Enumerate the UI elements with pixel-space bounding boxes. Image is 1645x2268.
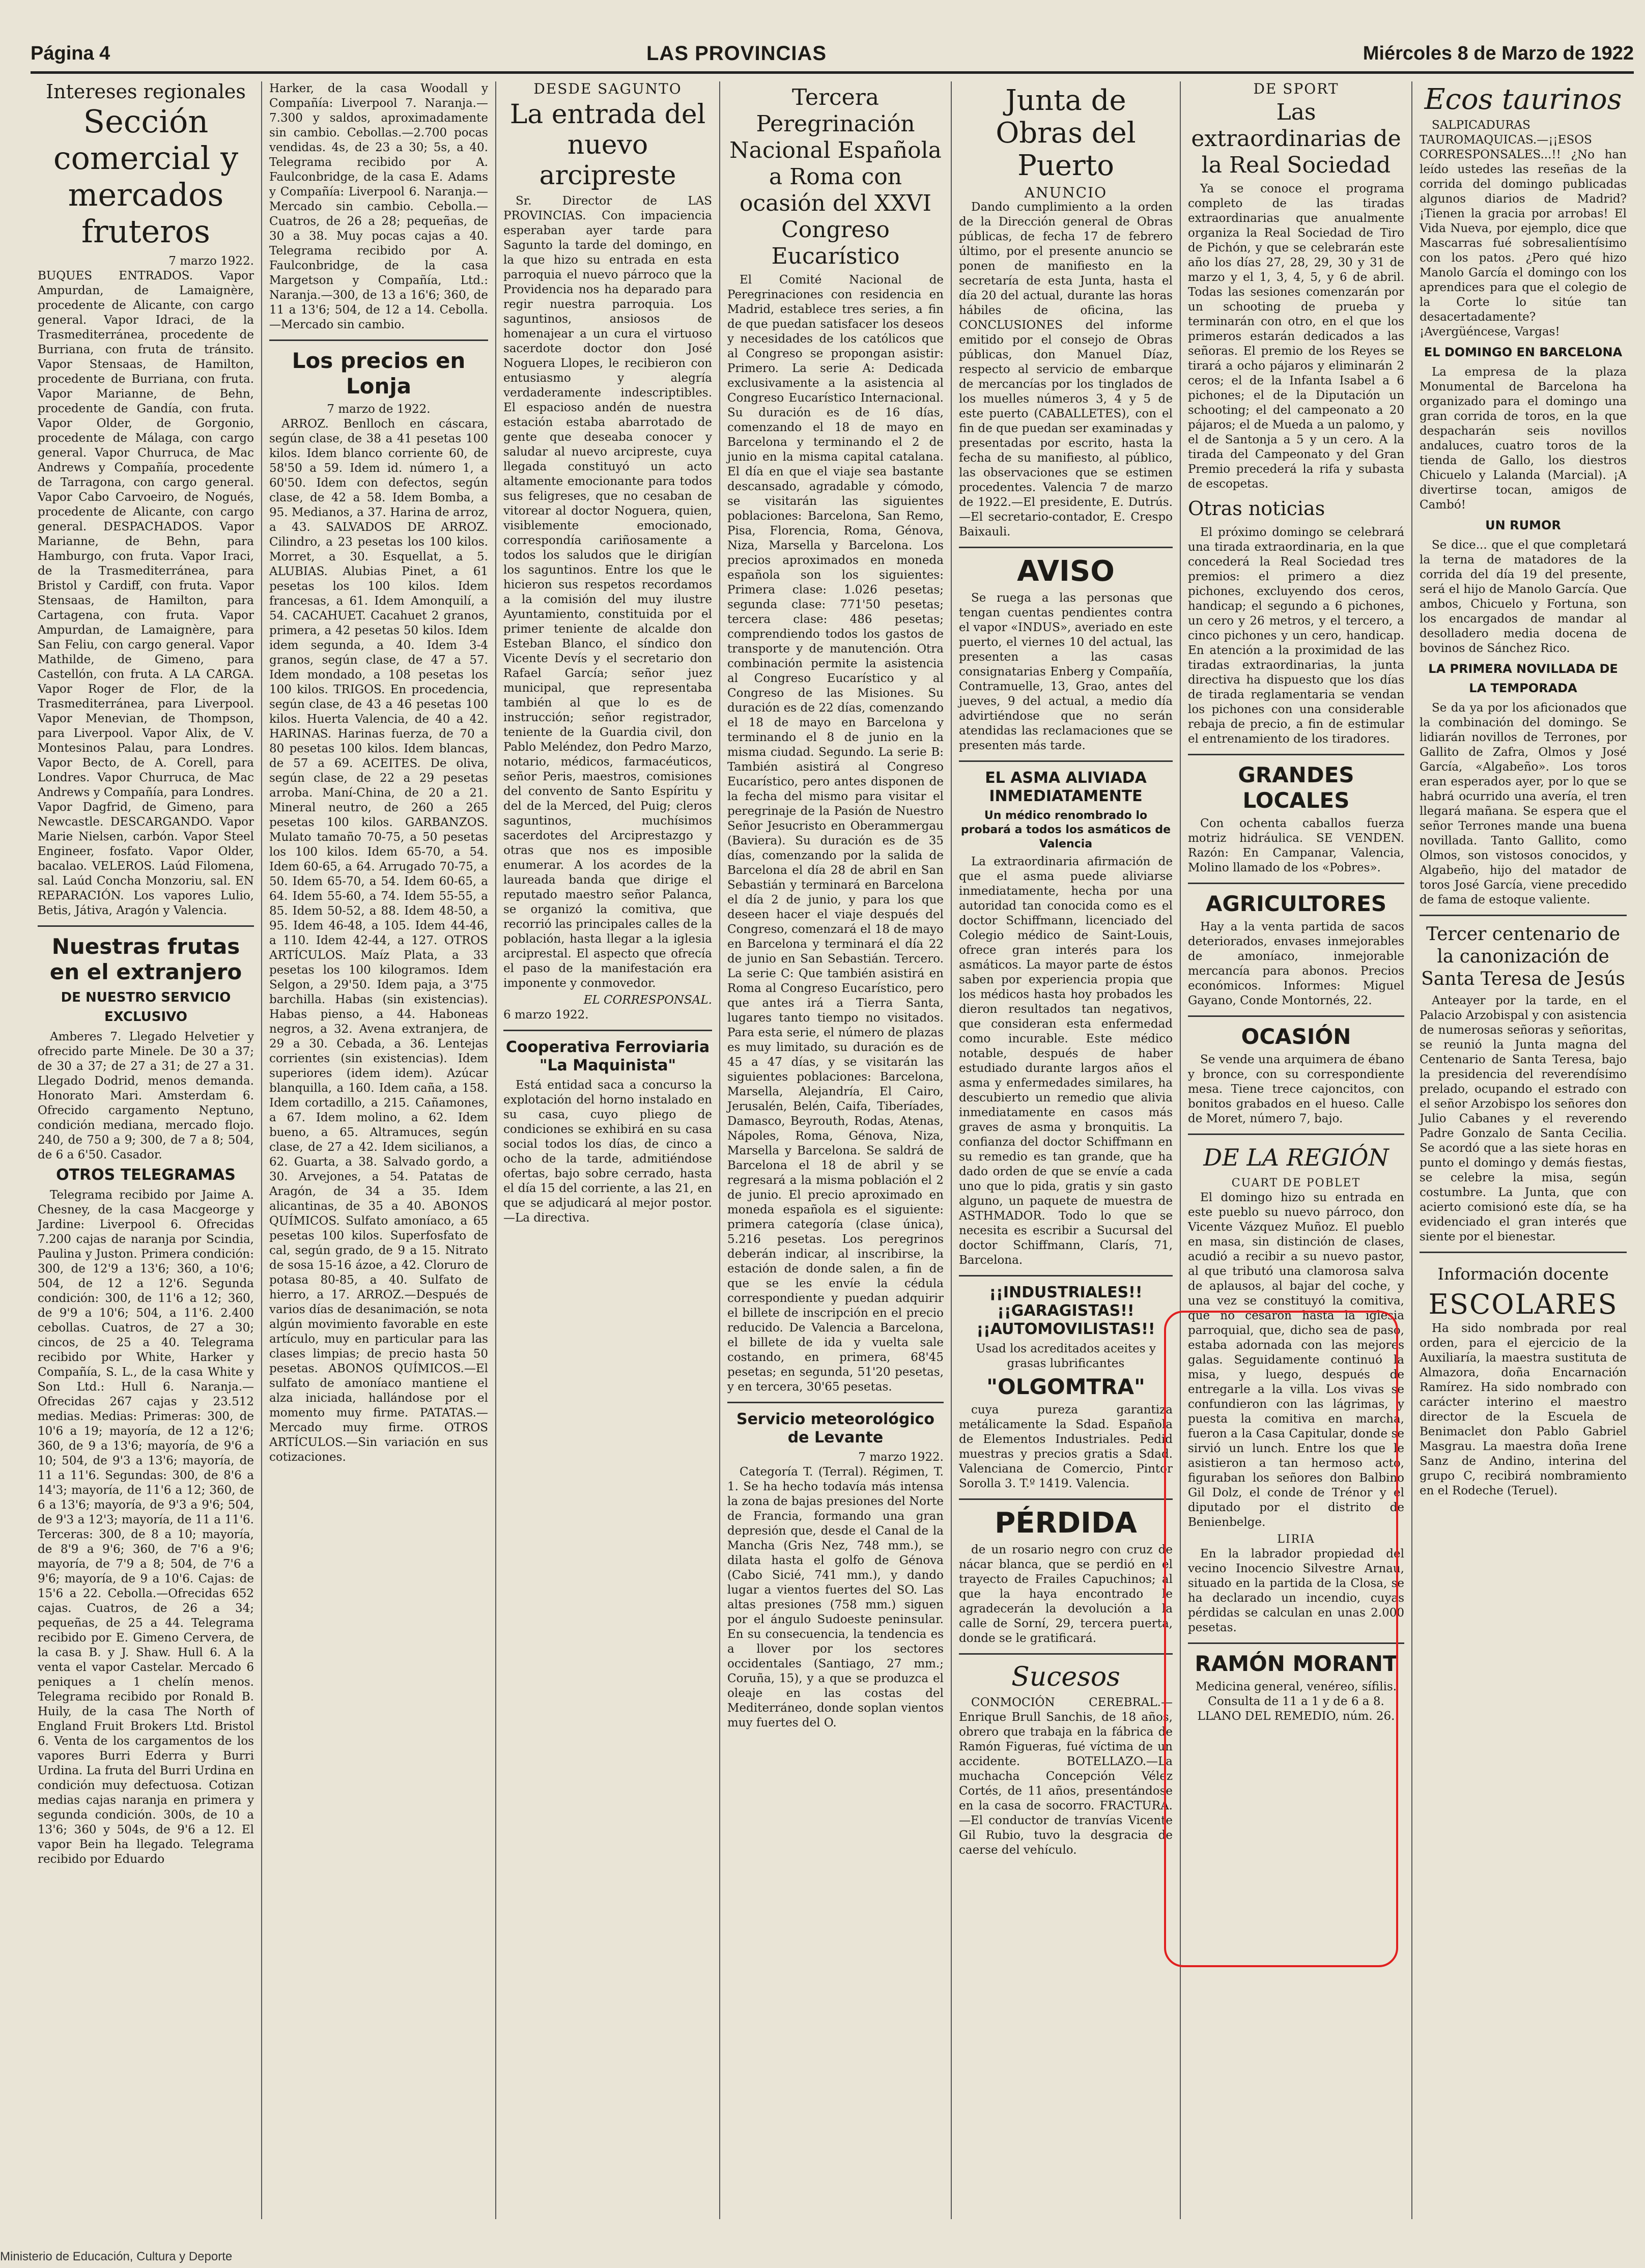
article-body: Se dice... que el que completará la terna de matadores de la corrida del día 19 del presente, será el hijo de Manolo García. Que ambos, Chicuelo y Fortuna, son los encargados de mandar al desolladero media docena de bovinos de Sánchez Rico.: [1420, 538, 1627, 655]
brand-name: "OLGOMTRA": [986, 1374, 1145, 1399]
section-kicker: Intereses regionales: [46, 81, 246, 103]
article-body: Ya se conoce el programa completo de las tiradas extraordinarias que anualmente organiza la Real Sociedad de Tiro de Pichón, y que se celebrarán este año los días 27, 28, 29, 30 y 31 de marzo y el 1, 3, 4, 5, y 6 de abril. Todas las sesiones comenzarán por un schooting de prueba y terminarán con otro, en el que los primeros estarán dedicados a las señoras. El premio de los Reyes se tirará a ocho pájaros y eliminarán 2 ceros; el de la Infanta Isabel a 6 pichones; el de la Diputación un schooting; el del campeonato a 20 pájaros; el de Mueda a un palomo, y el de Santonja a 5 y un cero. A la tirada del Campeonato y del Gran Premio precederá la rifa y subasta de escopetas.: [1188, 182, 1404, 491]
ad-body: de un rosario negro con cruz de nácar blanca, que se perdió en el trayecto de Frailes Capuchinos; al que la haya encontrado le agradecerán la devolución a la calle de Sorní, 29, tercera puerta, donde se le gratificará.: [959, 1543, 1173, 1645]
divider: [1188, 1015, 1404, 1017]
divider: [269, 339, 488, 341]
divider: [38, 925, 254, 927]
ad-title: AVISO: [1017, 555, 1115, 588]
article-date: 7 marzo 1922.: [858, 1451, 944, 1464]
article-title: La entrada del nuevo arcipreste: [509, 99, 706, 191]
divider: [959, 547, 1173, 548]
newspaper-page: [31, 36, 1634, 2239]
article-body: En la labrador propiedad del vecino Inocencio Silvestre Arnau, situado en la partida de la Closa, se ha declarado un incendio, cuyas pérdidas se calculan en unas 2.000 pesetas.: [1188, 1547, 1404, 1634]
subheading: Servicio meteorológico de Levante: [736, 1410, 935, 1447]
divider: [1420, 915, 1627, 916]
ad-body: La extraordinaria afirmación de que el asma puede aliviarse inmediatamente, hecha por una autoridad tan conocida como es el doctor Schiffmann, licenciado del Colegio médico de Saint-Louis, ofrece gran interés para los asmáticos. La mayor parte de éstos saben por experiencia propia que los médicos hasta hoy probados les dieron resultados tan negativos, que consideran esta enfermedad como incurable. Este médico notable, después de haber estudiado durante largos años el asma y enfermedades similares, ha descubierto un remedio que alivia inmediatamente en casos más graves de asma y bronquitis. La confianza del doctor Schiffmann en su remedio es tan grande, que ha dado orden de que se envíe a cada uno que lo pida, gratis y sin gasto alguno, un paquete de muestra de ASTHMADOR. Todo lo que se necesita es escribir a Sucursal del doctor Schiffmann, Clarís, 71, Barcelona.: [959, 855, 1173, 1267]
location: CUART DE POBLET: [1231, 1177, 1361, 1189]
article-body: CONMOCIÓN CEREBRAL.—Enrique Brull Sanchis, de 18 años, obrero que trabaja en la fábrica de Ramón Figueras, fué víctima de un accidente. BOTELLAZO.—La muchacha Concepción Vélez Cortés, de 11 años, presentándose en la casa de socorro. FRACTURA.—El conductor de tranvías Vicente Gil Rubio, tuvo la desgracia de caerse del vehículo.: [959, 1696, 1173, 1857]
divider: [959, 1275, 1173, 1277]
article-body: El domingo hizo su entrada en este pueblo su nuevo párroco, don Vicente Vázquez Muñoz. El pueblo en masa, sin distinción de clases, acudió a recibir a su nuevo pastor, al que tributó una clamorosa salva de aplausos, al bajar del coche, y una vez se constituyó la comitiva, que no cesaron hasta la iglesia parroquial, que, dicho sea de paso, estaba adornada con las mejores galas. Seguidamente continuó la misa, y luego, después de entregarle a la villa. Los vivas se confundieron con las lágrimas, y puesta la comitiva en marcha, fueron a la Casa Capitular, donde se sirvió un lunch. Entre los que le asistieron a tan hermoso acto, figuraban los señores don Balbino Gil Dolz, el conde de Trénor y el diputado por el distrito de Benienbelge.: [1188, 1191, 1404, 1529]
article-title: Tercer centenario de la canonización de Santa Teresa de Jesús: [1421, 924, 1625, 989]
ad-body: Se ruega a las personas que tengan cuentas pendientes contra el vapor «INDUS», averiado en este puerto, el viernes 10 del actual, las presenten a las casas consignatarias Enberg y Compañía, Contramuelle, 13, Grao, antes del jueves, 9 del actual, a medio día advirtiéndose que no serán atendidas las reclamaciones que se presenten más tarde.: [959, 591, 1173, 752]
article-body: El Comité Nacional de Peregrinaciones con residencia en Madrid, establece tres series, a fin de que puedan satisfacer los deseos y necesidades de los católicos que al Congreso se propongan asistir: Primero. La serie A: Dedicada exclusivamente a la asistencia al Congreso Eucarístico Internacional. Su duración es de 16 días, comenzando el 18 de mayo en Barcelona y terminando el 2 de junio en la misma capital catalana. El día en que el viaje sea bastante descansado, agradable y cómodo, se visitarán las siguientes poblaciones: Barcelona, San Remo, Pisa, Florencia, Roma, Génova, Niza, Marsella y Barcelona. Los precios aproximados en moneda española son los siguientes: Primera clase: 1.026 pesetas; segunda clase: 771'50 pesetas; tercera clase: 486 pesetas; comprendiendo todos los gastos de transporte y de manutención. Otra combinación permite la asistencia al Congreso Eucarístico y al Congreso de las Misiones. Su duración es de 22 días, comenzando el 18 de mayo en Barcelona y terminando el 8 de junio en la misma ciudad. Segundo. La serie B: También asistirá al Congreso Eucarístico, pero antes disponen de la fecha del mismo para visitar el peregrinaje de la Pasión de Nuestro Señor Jesucristo en Oberammergau (Baviera). Su duración es de 35 días, comenzando por la salida de Barcelona el día 28 de abril en San Sebastián y terminará en Barcelona el día 2 de junio, y para los que deseen hacer el viaje después del Congreso, comenzará el 18 de mayo en Barcelona y terminará el día 22 de junio en San Sebastián. Tercero. La serie C: Que también asistirá en Roma al Congreso Eucarístico, pero que antes irá a Tierra Santa, lugares tanto tiempo no visitados. Para esta serie, el número de plazas es muy limitado, su duración es de 45 a 47 días, y se visitarán las siguientes poblaciones: Barcelona, Marsella, Alejandría, El Cairo, Jerusalén, Belén, Caifa, Tiberíades, Damasco, Beyrouth, Rodas, Atenas, Nápoles, Roma, Génova, Niza, Marsella y Barcelona. Se saldrá de Barcelona el 18 de abril y se regresará a la misma población el 2 de junio. El precio aproximado en moneda española es el siguiente: primera categoría (clase única), 5.216 pesetas. Los peregrinos deberán indicar, al inscribirse, la estación de donde salen, a fin de que se les envíe la cédula correspondiente y puedan adquirir el billete de inscripción en el precio reducido. De Valencia a Barcelona, el billete de ida y vuelta sale costando, en primera, 68'45 pesetas; en segunda, 51'20 pesetas, y en tercera, 30'65 pesetas.: [727, 273, 944, 1394]
ad-title: OCASIÓN: [1241, 1024, 1351, 1049]
ad-title: RAMÓN MORANT: [1195, 1651, 1398, 1676]
section-title: Ecos taurinos: [1424, 83, 1622, 116]
article-body: Se da ya por los aficionados que la combinación del domingo. Se lidiarán novillos de Terrones, por Gallito de Zafra, Olmos y José García, «Algabeño». Los toros eran esperados ayer, por lo que se habrá ocurrido una avería, el tren llegará mañana. Se espera que el señor Terrones mande una buena novillada. Tanto Gallito, como Olmos, son vistosos conocidos, y Algabeño, hijo del matador de toros José García, viene precedido de fama de estoque valiente.: [1420, 701, 1627, 906]
ad-body: Usad los acreditados aceites y grasas lubrificantes: [976, 1342, 1156, 1370]
article-body: Ha sido nombrada por real orden, para el ejercicio de la Auxiliaría, la maestra sustituta de Almazora, doña Encarnación Ramírez. Ha sido nombrado con carácter interino el maestro director de la Escuela de Benimaclet don Pablo Gabriel Masgrau. La maestra doña Irene Sanz de Andino, interina del grupo C, recibirá nombramiento en el Rodeche (Teruel).: [1420, 1322, 1627, 1497]
section-kicker: ANUNCIO: [1024, 184, 1108, 201]
divider: [959, 1498, 1173, 1500]
article-body: Dando cumplimiento a la orden de la Dirección general de Obras públicas, de fecha 17 de febrero último, por el presente anuncio se ponen de manifiesto en la secretaría de esta Junta, hasta el día 20 del actual, durante las horas hábiles de oficina, las CONCLUSIONES del informe emitido por el consejo de Obras públicas, don Manuel Díaz, respecto al servicio de embarque de mercancías por los tinglados de los muelles números 3, 4 y 5 de este puerto (CABALLETES), con el fin de que puedan ser examinadas y presentadas por escrito, hasta la fecha de su manifiesto, al público, las observaciones que se estimen procedentes. Valencia 7 de marzo de 1922.—El presidente, E. Dutrús.—El secretario-contador, E. Crespo Baixauli.: [959, 201, 1173, 538]
column-1: [31, 81, 262, 2219]
subheading: EL DOMINGO EN BARCELONA: [1424, 345, 1623, 359]
article-body: Anteayer por la tarde, en el Palacio Arzobispal y con asistencia de numerosas señoras y señoritas, se reunió la Junta magna del Centenario de Santa Teresa, bajo la presidencia del reverendísimo prelado, ocupando el estrado con el señor Arzobispo los señores don Julio Cabanes y el reverendo Padre Gonzalo de Santa Cecilia. Se acordó que a las siete horas en punto el domingo y demás fiestas, se celebre la misa, según costumbre. La Junta, que con acierto comisionó este día, se ha evidenciado el gran interés que siente por el bienestar.: [1420, 994, 1627, 1243]
article-body: Sr. Director de LAS PROVINCIAS. Con impaciencia esperaban ayer tarde para Sagunto la tarde del domingo, en la que hizo su entrada en esta parroquia el nuevo párroco que la Providencia nos ha deparado para regir nuestra parroquia. Los saguntinos, ansiosos de homenajear a un cura el virtuoso sacerdote doctor don José Noguera Llopes, le recibieron con entusiasmo y alegría verdaderamente indescriptibles. El espacioso andén de nuestra estación estaba abarrotado de gente que deseaba conocer y saludar al nuevo arcipreste, cuya llegada constituyó un acto altamente emocionante para todos sus feligreses, que no cesaban de vitorear al doctor Noguera, quien, visiblemente emocionado, correspondía cariñosamente a todos los saludos que le dirigían los saguntinos. Entre los que le hicieron sus respetos recordamos a la comisión del muy ilustre Ayuntamiento, constituida por el primer teniente de alcalde don Esteban Blanco, el síndico don Vicente Devís y el secretario don Rafael García; señor juez municipal, que representaba también al que lo es de instrucción; señor registrador, teniente de la Guardia civil, don Pablo Meléndez, don Pedro Marzo, notario, médicos, farmacéuticos, señor Peris, maestros, comisiones del convento de Santo Espíritu y del de la Merced, del Puig; cleros saguntinos, muchísimos sacerdotes del Arciprestazgo y otras que nos es imposible enumerar. A los acordes de la laureada banda que dirige el reputado maestro señor Palanca, se organizó la comitiva, que recorrió las principales calles de la población, hasta llegar a la iglesia arciprestal. El aspecto que ofrecía el paso de la manifestación era imponente y conmovedor.: [503, 194, 712, 990]
subheading: LA PRIMERA NOVILLADA DE LA TEMPORADA: [1428, 662, 1618, 695]
subheading: Cooperativa Ferroviaria "La Maquinista": [505, 1038, 710, 1074]
footer-credit: Ministerio de Educación, Cultura y Deporte: [0, 2250, 233, 2263]
ad-subtitle: Un médico renombrado lo probará a todos los asmáticos de Valencia: [960, 809, 1171, 850]
article-title: Sección comercial y mercados fruteros: [53, 103, 239, 250]
article-body: Telegrama recibido por Jaime A. Chesney, de la casa Macgeorge y Jardine: Liverpool 6. Ofrecidas 7.200 cajas de naranja por Scindia, Paulina y Juston. Primera condición: 300, de 12'9 a 13'6; 360, a 10'6; 504, de 12 a 12'6. Segunda condición: 300, de 11'6 a 12; 360, de 9'9 a 10'6; 504, a 11'6. 2.400 cebollas. Cuatros, de 27 a 30; cincos, de 25 a 40. Telegrama recibido por White, Harker y Compañía, S. L., de la casa White y Son Ltd.: Hull 6. Naranja.—Ofrecidas 267 cajas y 23.512 medias. Medias: Primeras: 300, de 10'6 a 19; mayoría, de 12 a 12'6; 360, de 9 a 13'6; mayoría, de 9'6 a 10; 504, de 9'3 a 13'6; mayoría, de 11 a 11'6. Segundas: 300, de 8'6 a 14'3; mayoría, de 11'6 a 12; 360, de 6 a 13'6; mayoría, de 9'3 a 9'6; 504, de 9'3 a 12'3; mayoría, de 11 a 11'6. Terceras: 300, de 8 a 10; mayoría, de 8'9 a 9'6; 360, de 7'6 a 9'6; mayoría, de 7'9 a 8; 504, de 7'6 a 9'6; mayoría, de 9 a 10'6. Cajas: de 15'6 a 22. Cebolla.—Ofrecidas 652 cajas. Cuatros, de 26 a 34; pequeñas, de 25 a 44. Telegrama recibido por E. Gimeno Cervera, de la casa B. y J. Shaw. Hull 6. A la venta el vapor Castelar. Mercado 6 peniques a 1 chelín menos. Telegrama recibido por Ronald B. Huily, de la casa The North of England Fruit Brokers Ltd. Bristol 6. Venta de los cargamentos de los vapores Burri Ederra y Burri Urdina. La fruta del Burri Urdina en condición muy defectuosa. Cotizan medias cajas naranja en primera y segunda condición. 300s, de 10 a 13'6; 360 y 504s, de 9'6 a 12. El vapor Bein ha llegado. Telegrama recibido por Eduardo: [38, 1188, 254, 1866]
subheading: UN RUMOR: [1485, 518, 1561, 532]
article-body: El próximo domingo se celebrará una tirada extraordinaria, en la que concederá la Real Sociedad tres premios: el primero a diez pichones, excluyendo dos ceros, handicap; el segundo a 6 pichones, un cero y 26 metros, y el tercero, a cinco pichones y un cero, handicap. En atención a la proximidad de las tiradas extraordinarias, la junta directiva ha dispuesto que los días de tirada reglamentaria se vendan los pichones con una considerable rebaja de precio, a fin de estimular el entrenamiento de los tiradores.: [1188, 526, 1404, 746]
article-date: 7 marzo 1922.: [168, 254, 254, 268]
article-body: Harker, de la casa Woodall y Compañía: Liverpool 7. Naranja.—7.300 y saldos, aproximadamente sin cambio. Cebollas.—2.700 pocas vendidas. 4s, de 23 a 30; 5s, a 40. Telegrama recibido por A. Faulconbridge, de la casa E. Adams y Compañía: Liverpool 6. Naranja.—Mercado sin cambio. Cebolla.—Cuatros, de 26 a 28; pequeñas, de 30 a 38. Muy pocas cajas a 40. Telegrama recibido por A. Faulconbridge, de la casa Margetson y Compañía, Ltd.: Naranja.—300, de 13 a 16'6; 360, de 11 a 13'6; 504, de 12 a 14. Cebolla.—Mercado sin cambio.: [269, 82, 488, 331]
ad-title: ¡¡INDUSTRIALES!! ¡¡GARAGISTAS!! ¡¡AUTOMOVILISTAS!!: [976, 1284, 1155, 1338]
section-title: Sucesos: [1011, 1662, 1120, 1692]
ad-body: Medicina general, venéreo, sífilis. Consulta de 11 a 1 y de 6 a 8. LLANO DEL REMEDIO, núm. 26.: [1195, 1680, 1397, 1723]
column-4: [720, 81, 952, 2219]
column-3: [496, 81, 720, 2219]
article-body: Categoría T. (Terral). Régimen, T. 1. Se ha hecho todavía más intensa la zona de bajas presiones del Norte de Francia, formando una gran depresión que, desde el Canal de la Mancha (Gris Nez, 748 mm.), se dilata hasta el golfo de Génova (Cabo Sicié, 741 mm.), y dando lugar a vientos fuertes del SO. Las altas presiones (758 mm.) siguen por el ángulo Sudoeste peninsular. En su consecuencia, la tendencia es a llover por los sectores occidentales (Santiago, 27 mm.; Coruña, 15), y a que se produzca el oleaje en las costas del Mediterráneo, donde soplan vientos muy fuertes del O.: [727, 1465, 944, 1730]
column-7: [1412, 81, 1634, 2219]
divider: [1188, 754, 1404, 755]
article-date: 7 marzo de 1922.: [327, 403, 431, 416]
ad-body: Con ochenta caballos fuerza motriz hidráulica. SE VENDEN. Razón: En Campanar, Valencia, Molino llamado de los «Pobres».: [1188, 817, 1404, 874]
article-title: Las extraordinarias de la Real Sociedad: [1191, 99, 1401, 178]
divider: [1188, 1642, 1404, 1644]
page-number: Página 4: [31, 42, 110, 64]
divider: [959, 1653, 1173, 1655]
ad-title: PÉRDIDA: [995, 1507, 1137, 1540]
article-title: Tercera Peregrinación Nacional Española a Roma con ocasión del XXVI Congreso Eucarístico: [729, 84, 942, 269]
article-title: Los precios en Lonja: [292, 348, 466, 399]
ad-body: Se vende una arquimera de ébano y bronce, con su correspondiente mesa. Tiene trece cajoncitos, con bonitos grabados en el hueso. Calle de Moret, número 7, bajo.: [1188, 1053, 1404, 1125]
subheading-line: DE NUESTRO SERVICIO EXCLUSIVO: [61, 990, 231, 1025]
section-kicker: DE SPORT: [1253, 81, 1339, 97]
signature-date: 6 marzo 1922.: [503, 1008, 589, 1022]
subheading: OTROS TELEGRAMAS: [56, 1166, 236, 1184]
issue-date: Miércoles 8 de Marzo de 1922: [1363, 42, 1634, 64]
ad-title: GRANDES LOCALES: [1238, 762, 1354, 813]
article-title: ESCOLARES: [1428, 1288, 1618, 1320]
location: LIRIA: [1277, 1533, 1315, 1546]
divider: [959, 760, 1173, 762]
ad-body: cuya pureza garantiza metálicamente la Sdad. Española de Elementos Industriales. Pedid muestras y precios gratis a Sdad. Valenciana de Comercio, Pintor Sorolla 3. T.º 1419. Valencia.: [959, 1403, 1173, 1490]
divider: [1188, 1133, 1404, 1135]
article-title: Junta de Obras del Puerto: [996, 84, 1136, 182]
article-body: ARROZ. Benlloch en cáscara, según clase, de 38 a 41 pesetas 100 kilos. Idem blanco corriente 60, de 58'50 a 59. Idem id. número 1, a 60'50. Idem con defectos, según clase, de 42 a 58. Idem Bomba, a 95. Medianos, a 37. Harina de arroz, a 43. SALVADOS DE ARROZ. Cilindro, a 23 pesetas los 100 kilos. Morret, a 30. Esquellat, a 5. ALUBIAS. Alubias Pinet, a 61 pesetas los 100 kilos. Idem francesas, a 61. Idem Amonquilí, a 54. CACAHUET. Cacahuet 2 granos, primera, a 42 pesetas 50 kilos. Idem idem segunda, a 40. Idem 3-4 granos, según clase, de 47 a 57. Idem mondado, a 108 pesetas los 100 kilos. TRIGOS. En procedencia, según clase, de 43 a 46 pesetas 100 kilos. Huerta Valencia, de 40 a 42. HARINAS. Harinas fuerza, de 70 a 80 pesetas 100 kilos. Idem blancas, de 57 a 69. ACEITES. De oliva, según clase, de 22 a 29 pesetas arroba. Maní-China, de 20 a 21. Mineral neutro, de 260 a 265 pesetas 100 kilos. GARBANZOS. Mulato tamaño 70-75, a 50 pesetas los 100 kilos. Idem 65-70, a 54. Idem 60-65, a 64. Arrugado 70-75, a 50. Idem 65-70, a 54. Idem 60-65, a 64. Idem 55-60, a 74. Idem 55-55, a 85. Idem 50-52, a 88. Idem 48-50, a 95. Idem 46-48, a 105. Idem 44-46, a 110. Idem 42-44, a 127. OTROS ARTÍCULOS. Maíz Plata, a 33 pesetas los 100 kilogramos. Idem Selgon, a 29'50. Idem paja, a 3'75 barchilla. Habas (sin existencias). Habas pienso, a 44. Haboneas negros, a 32. Avena extranjera, de 29 a 30. Cebada, a 36. Lentejas corrientes (sin existencias). Idem superiores (idem idem). Azúcar blanquilla, a 160. Idem caña, a 158. Idem cortadillo, a 215. Cañamones, a 67. Idem molino, a 62. Idem bueno, a 65. Altramuces, según clase, de 27 a 42. Idem sicilianos, a 62. Guarta, a 38. Salvado gordo, a 30. Arvejones, a 54. Patatas de Aragón, de 34 a 35. Idem alicantinas, de 35 a 40. ABONOS QUÍMICOS. Sulfato amoníaco, a 65 pesetas 100 kilos. Superfosfato de cal, según grado, de 9 a 15. Nitrato de sosa 15-16 ázoe, a 42. Cloruro de potasa 80-85, a 40. Sulfato de hierro, a 17. ARROZ.—Después de varios días de desanimación, se nota algún movimiento favorable en este artículo, muy en particular para las clases limpias; de precio hasta 50 pesetas. ABONOS QUÍMICOS.—El sulfato de amoníaco mantiene el alza iniciada, hallándose por el momento muy firme. PATATAS.—Mercado muy firme. OTROS ARTÍCULOS.—Sin variación en sus cotizaciones.: [269, 417, 488, 1464]
column-6: [1181, 81, 1412, 2219]
column-2: [262, 81, 496, 2219]
divider: [503, 1030, 712, 1031]
page-header: [31, 36, 1634, 74]
article-body: Amberes 7. Llegado Helvetier y ofrecido parte Minele. De 30 a 37; de 30 a 37; de 27 a 31; de 27 a 31. Llegado Dodrid, menos demanda. Honorato Mari. Amsterdam 6. Ofrecido cargamento Neptuno, condición mediana, mercado flojo. 240, de 750 a 9; 300, de 7 a 8; 504, de 6 a 6'50. Casador.: [38, 1030, 254, 1161]
section-kicker: DESDE SAGUNTO: [533, 81, 682, 97]
newspaper-title: LAS PROVINCIAS: [646, 42, 827, 65]
article-body: BUQUES ENTRADOS. Vapor Ampurdan, de Lamaignère, procedente de Alicante, con cargo general. Vapor Idraci, de la Trasmediterránea, procedente de Burriana, con fruta de tránsito. Vapor Stensaas, de Hamilton, procedente de Burriana, con fruta. Vapor Marianne, de Behn, procedente de Gandía, con fruta. Vapor Older, de Gorgonio, procedente de Málaga, con cargo general. Vapor Churruca, de Mac Andrews y Compañía, procedente de Tarragona, con cargo general. Vapor Cabo Carvoeiro, de Nogués, procedente de Alicante, con cargo general. DESPACHADOS. Vapor Marianne, de Behn, para Hamburgo, con fruta. Vapor Iraci, de la Trasmediterránea, para Bristol y Cardiff, con fruta. Vapor Stensaas, de Hamilton, para Cartagena, con fruta. Vapor Ampurdan, de Lamaignère, para San Feliu, con cargo general. Vapor Mathilde, de Gimeno, para Castellón, con fruta. A LA CARGA. Vapor Roger de Flor, de la Trasmediterránea, para Liverpool. Vapor Menevian, de Thompson, para Liverpool. Vapor Alix, de V. Montesinos Palau, para Londres. Vapor Becto, de A. Corell, para Londres. Vapor Churruca, de Mac Andrews y Compañía, para Londres. Vapor Dagfrid, de Gimeno, para Newcastle. DESCARGANDO. Vapor Marie Nielsen, carbón. Vapor Steel Engineer, fosfato. Vapor Older, bacalao. VELEROS. Laúd Filomena, sal. Laúd Concha Monzoriu, sal. EN REPARACIÓN. Los vapores Lulio, Betis, Játiva, Aragón y Valencia.: [38, 269, 254, 917]
section-title: DE LA REGIÓN: [1203, 1144, 1389, 1171]
subheading: Otras noticias: [1188, 497, 1325, 520]
article-body: Está entidad saca a concurso la explotación del horno instalado en su casa, cuyo pliego de condiciones se exhibirá en su casa social todos los días, de cinco a ocho de la tarde, admitiéndose ofertas, bajo sobre cerrado, hasta el día 15 del corriente, a las 21, en que se adjudicará al mejor postor.—La directiva.: [503, 1079, 712, 1225]
column-5: [952, 81, 1181, 2219]
ad-title: EL ASMA ALIVIADA INMEDIATAMENTE: [985, 769, 1147, 805]
subheading: Nuestras frutas en el extranjero: [49, 934, 242, 984]
divider: [1420, 1252, 1627, 1253]
article-body: La empresa de la plaza Monumental de Barcelona ha organizado para el domingo una gran corrida de toros, en la que despacharán seis novillos andaluces, cuatro toros de la tienda de Gallo, los diestros Chicuelo y Lalanda (Marcial). ¡A divertirse tocan, amigos de Cambó!: [1420, 365, 1627, 512]
signature: EL CORRESPONSAL.: [583, 994, 712, 1007]
ad-title: AGRICULTORES: [1205, 891, 1387, 916]
divider: [727, 1402, 944, 1403]
ad-body: Hay a la venta partida de sacos deteriorados, envases inmejorables de amoníaco, inmejorable mercancía para abonos. Precios económicos. Informes: Miguel Gayano, Conde Montornés, 22.: [1188, 920, 1404, 1007]
divider: [1188, 883, 1404, 884]
article-body: SALPICADURAS TAUROMAQUICAS.—¡¡ESOS CORRESPONSALES...!! ¿No han leído ustedes las reseñas de la corrida del domingo publicadas algunos diarios de Madrid? ¡Tienen la gracia por arrobas! El Vida Nueva, por ejemplo, dice que Mascarras fué sobresalientísimo con los patos. ¿Pero qué hizo Manolo García el domingo con los aprendices para que el colegio de la Corte lo sitúe tan desacertadamente? ¡Avergüéncese, Vargas!: [1420, 119, 1627, 338]
subheading: Información docente: [1437, 1264, 1609, 1284]
columns: [31, 81, 1634, 2219]
